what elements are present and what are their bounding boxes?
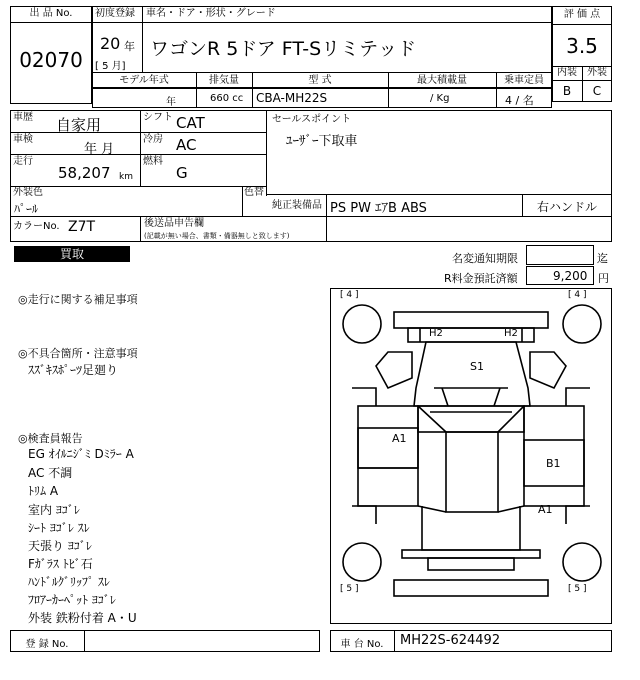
equipment-value: PS PW ｴｱB ABS <box>330 201 427 216</box>
sales-point-value: ﾕｰｻﾞｰ下取車 <box>286 134 358 149</box>
type-label: 型 式 <box>308 75 332 86</box>
tire-front-left: [ 4 ] <box>340 290 359 300</box>
steering-value: 右ハンドル <box>536 200 597 214</box>
car-outline-diagram <box>330 288 612 624</box>
grade-value: 3.5 <box>566 34 598 58</box>
inspector-line: Fｶﾞﾗｽ ﾄﾋﾞ石 <box>28 557 93 571</box>
inspector-line: 外装 鉄粉付着 A・U <box>28 611 137 625</box>
damage-mark-right-door: B1 <box>546 457 561 470</box>
inspector-line: EG ｵｲﾙﾆｼﾞﾐ Dﾐﾗｰ A <box>28 447 134 461</box>
inspector-line: 室内 ﾖｺﾞﾚ <box>28 503 80 517</box>
tire-front-right: [ 4 ] <box>568 290 587 300</box>
shift-label: シフト <box>143 112 173 123</box>
capacity-label: 乗車定員 <box>504 75 544 86</box>
mileage-value: 58,207 <box>58 164 111 182</box>
color-change-label: 色替 <box>244 187 264 198</box>
model-type: CBA-MH22S <box>256 91 328 105</box>
tire-rear-left: [ 5 ] <box>340 584 359 594</box>
shift-value: CAT <box>176 114 205 132</box>
lot-label: 出 品 No. <box>29 8 73 19</box>
ac-label: 冷房 <box>143 134 163 145</box>
inspector-line: 天張り ﾖｺﾞﾚ <box>28 539 92 553</box>
retrofit-label: 後送品申告欄 <box>144 218 204 229</box>
history-label: 車歴 <box>13 112 33 123</box>
capacity-value: 4 / 名 <box>505 94 534 107</box>
defects-title: ◎不具合箇所・注意事項 <box>18 347 138 360</box>
interior-label: 内装 <box>557 67 577 78</box>
displacement-value: 660 cc <box>210 93 244 104</box>
grade-label: 評 価 点 <box>563 9 601 20</box>
inspection-label: 車検 <box>13 134 33 145</box>
inspector-title: ◎検査員報告 <box>18 432 83 445</box>
history-value: 自家用 <box>56 116 102 134</box>
mileage-label: 走行 <box>13 156 33 167</box>
car-name: ワゴンR 5ドア FT-Sリミテッド <box>150 38 417 60</box>
exterior-label: 外装 <box>587 67 607 78</box>
inspector-line: ﾊﾝﾄﾞﾙｸﾞﾘｯﾌﾟ ｽﾚ <box>28 575 110 589</box>
inspector-line: ﾌﾛｱｰｶｰﾍﾟｯﾄ ﾖｺﾞﾚ <box>28 593 116 607</box>
recycle-label: R料金預託済額 <box>444 272 518 285</box>
reg-month: [ 5 月] <box>95 61 126 72</box>
retrofit-note: (記載が無い場合、書類・備器無しと致します) <box>144 232 290 240</box>
sales-point-label: セールスポイント <box>272 114 352 125</box>
inspector-line: ﾄﾘﾑ A <box>28 484 59 498</box>
reg-no-label: 登 録 No. <box>25 639 69 650</box>
name-change-label: 名変通知期限 <box>452 252 518 265</box>
damage-mark-left-door: A1 <box>392 432 407 445</box>
mileage-unit: km <box>119 172 133 182</box>
model-year-label: モデル年式 <box>119 75 169 86</box>
name-change-box <box>526 245 594 265</box>
name-change-unit: 迄 <box>597 252 608 265</box>
defect-line: ｽｽﾞｷｽﾎﾟｰﾂ足廻り <box>28 363 119 377</box>
purchase-type-bar: 買取 <box>14 246 130 262</box>
inspection-value: 年 月 <box>84 142 115 157</box>
fuel-value: G <box>176 164 188 182</box>
exterior-grade: C <box>592 84 602 98</box>
model-year-unit: 年 <box>166 97 176 108</box>
car-name-label: 車名・ドア・形状・グレード <box>146 8 276 19</box>
recycle-unit: 円 <box>598 272 609 285</box>
supplement-title: ◎走行に関する補足事項 <box>18 293 138 306</box>
color-no-label: カラーNo. <box>13 221 60 232</box>
damage-mark-right-rear: A1 <box>538 503 553 516</box>
inspector-line: AC 不調 <box>28 466 73 480</box>
color-no-value: Z7T <box>68 219 96 235</box>
max-load-value: / Kg <box>430 93 450 104</box>
fuel-label: 燃料 <box>143 156 163 167</box>
tire-rear-right: [ 5 ] <box>568 584 587 594</box>
reg-year: 20 <box>100 34 121 53</box>
ac-value: AC <box>176 136 197 154</box>
equipment-label: 純正装備品 <box>272 200 322 211</box>
damage-mark-hood-left: H2 <box>429 328 443 339</box>
displacement-label: 排気量 <box>209 75 239 86</box>
damage-mark-hood-right: H2 <box>504 328 518 339</box>
damage-mark-roof: S1 <box>470 360 484 373</box>
color-value: ﾊﾟｰﾙ <box>14 202 39 216</box>
reg-year-unit: 年 <box>124 40 135 53</box>
first-reg-label: 初度登録 <box>95 8 135 19</box>
lot-number: 02070 <box>19 48 83 72</box>
inspector-line: ｼｰﾄ ﾖｺﾞﾚ ｽﾚ <box>28 521 90 535</box>
interior-grade: B <box>562 84 572 98</box>
chassis-label: 車 台 No. <box>340 639 384 650</box>
chassis-value: MH22S-624492 <box>400 633 501 648</box>
color-label: 外装色 <box>13 187 43 198</box>
recycle-value: 9,200 <box>553 269 588 283</box>
max-load-label: 最大積載量 <box>417 75 467 86</box>
